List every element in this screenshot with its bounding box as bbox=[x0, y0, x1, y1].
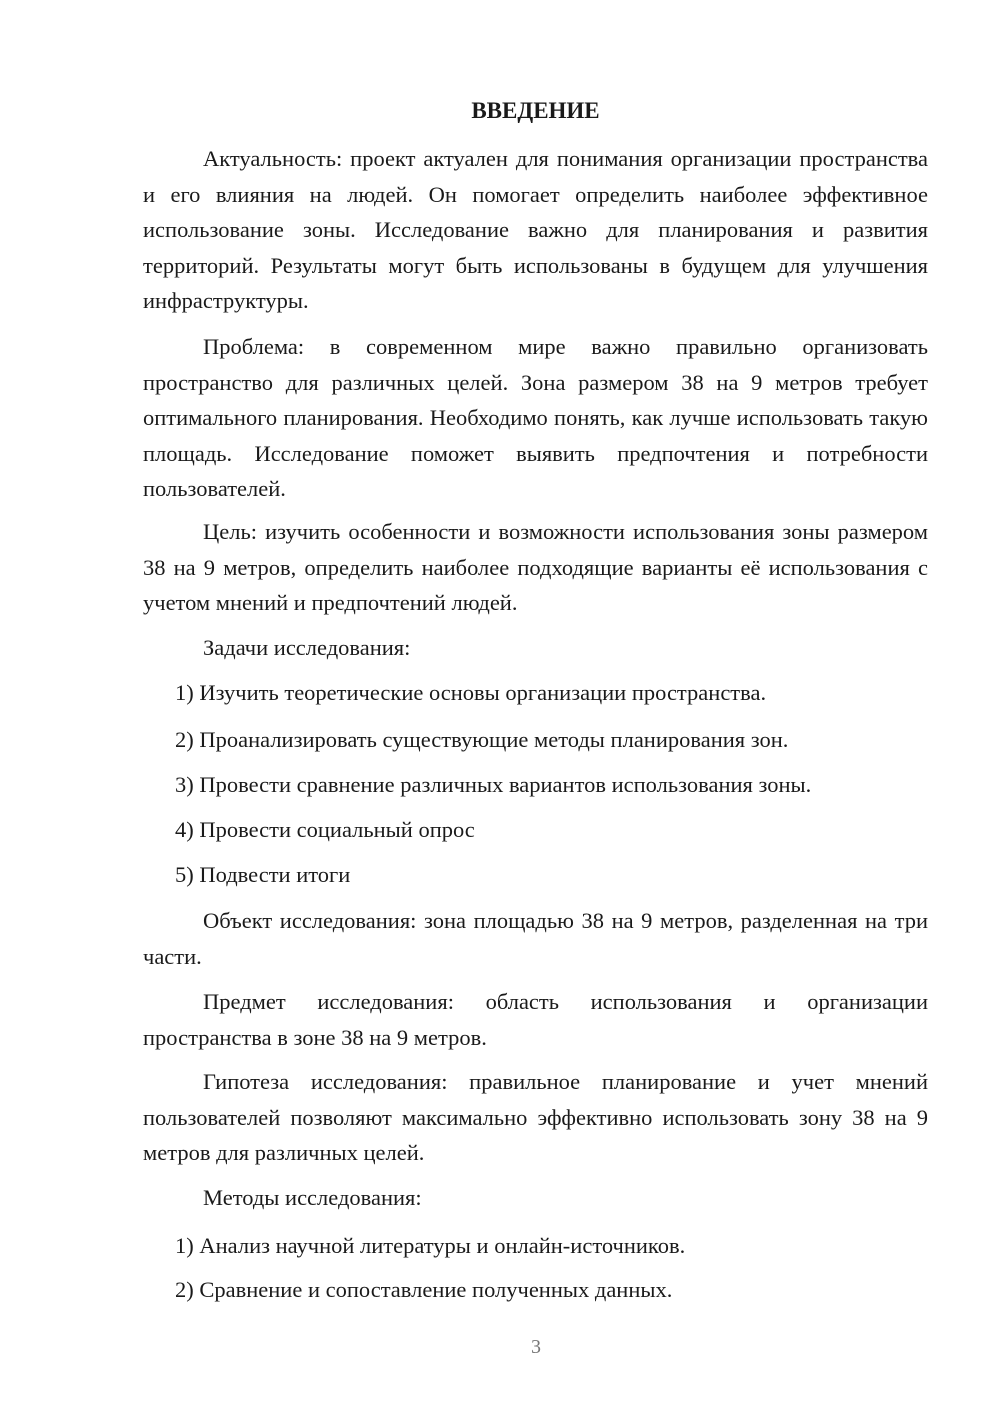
section-title: ВВЕДЕНИЕ bbox=[471, 98, 600, 123]
object-paragraph: Объект исследования: зона площадью 38 на 9 метров, разделенная на три части. bbox=[143, 908, 928, 969]
tasks-label: Задачи исследования: bbox=[203, 635, 411, 660]
relevance-paragraph: Актуальность: проект актуален для понимания организации пространства и его влияния на людей. Он помогает определить наиболее эффективное использование зоны. Исследование важно для планирования и развития территорий. Результаты могут быть использованы в будущем для улучшения инфраструктуры. bbox=[143, 146, 928, 313]
methods-label: Методы исследования: bbox=[203, 1185, 422, 1210]
goal-paragraph: Цель: изучить особенности и возможности использования зоны размером 38 на 9 метров, определить наиболее подходящие варианты её использования с учетом мнений и предпочтений людей. bbox=[143, 519, 928, 615]
hypothesis-paragraph: Гипотеза исследования: правильное планирование и учет мнений пользователей позволяют максимально эффективно использовать зону 38 на 9 метров для различных целей. bbox=[143, 1069, 928, 1165]
page-number: 3 bbox=[531, 1336, 541, 1358]
problem-paragraph: Проблема: в современном мире важно правильно организовать пространство для различных целей. Зона размером 38 на 9 метров требует оптимального планирования. Необходимо понять, как лучше использовать такую площадь. Исследование поможет выявить предпочтения и потребности пользователей. bbox=[143, 334, 928, 501]
task-item: 1) Изучить теоретические основы организации пространства. bbox=[175, 680, 767, 705]
subject-paragraph: Предмет исследования: область использования и организации пространства в зоне 38 на 9 метров. bbox=[143, 989, 928, 1050]
task-item: 5) Подвести итоги bbox=[175, 862, 351, 887]
method-item: 1) Анализ научной литературы и онлайн-источников. bbox=[175, 1233, 686, 1258]
method-item: 2) Сравнение и сопоставление полученных данных. bbox=[175, 1277, 673, 1302]
task-item: 3) Провести сравнение различных вариантов использования зоны. bbox=[175, 772, 812, 797]
task-item: 2) Проанализировать существующие методы планирования зон. bbox=[175, 727, 789, 752]
task-item: 4) Провести социальный опрос bbox=[175, 817, 475, 842]
